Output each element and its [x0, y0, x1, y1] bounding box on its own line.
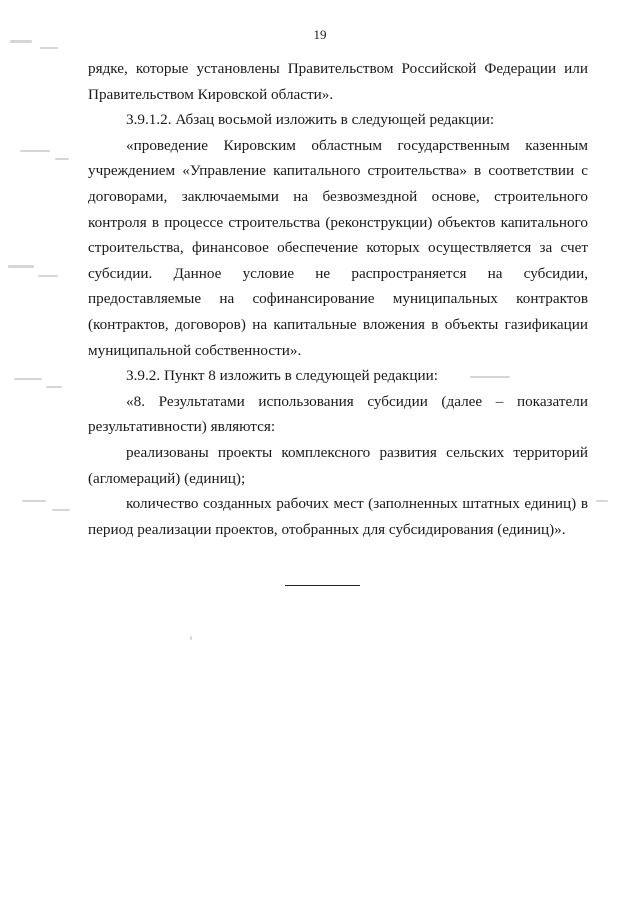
page-number: 19	[313, 27, 327, 42]
scan-speck	[40, 47, 58, 49]
scan-speck	[52, 509, 70, 511]
end-divider-line	[285, 585, 360, 586]
paragraph-quoted-results: «8. Результатами использования субсидии (далее – показатели результативности) являются:	[88, 392, 588, 436]
scan-speck	[20, 150, 50, 152]
scan-speck	[38, 275, 58, 277]
scan-speck	[470, 376, 510, 378]
scan-speck	[14, 378, 42, 380]
scan-speck	[596, 500, 608, 502]
paragraph-result-jobs: количество созданных рабочих мест (заполненных штатных единиц) в период реализации проектов, отобранных для субсидирования (единиц)».	[88, 495, 588, 538]
paragraph-continuation: рядке, которые установлены Правительством Российской Федерации или Правительством Кировской области».	[88, 60, 588, 103]
scan-speck	[55, 158, 69, 160]
scan-speck	[190, 636, 192, 640]
scan-speck	[10, 40, 32, 43]
paragraph-clause-3-9-2: 3.9.2. Пункт 8 изложить в следующей редакции:	[126, 367, 439, 385]
paragraph-clause-3-9-1-2: 3.9.1.2. Абзац восьмой изложить в следующей редакции:	[126, 111, 495, 129]
document-body	[88, 56, 588, 542]
scan-speck	[8, 265, 34, 268]
scan-speck	[46, 386, 62, 388]
paragraph-result-projects: реализованы проекты комплексного развития сельских территорий (агломераций) (единиц);	[88, 443, 588, 487]
paragraph-quoted-construction-control: «проведение Кировским областным государственным казенным учреждением «Управление капитального строительства» в соответствии с договорами, заключаемыми на безвозмездной основе, строительного контроля в процессе строительства (реконструкции) объектов капитального строительства, финансовое обеспечение которых осуществляется за счет субсидии. Данное условие не распространяется на субсидии, предоставляемые на софинансирование муниципальных контрактов (контрактов, договоров) на капитальные вложения в объекты газификации муниципальной собственности».	[88, 136, 588, 359]
scan-speck	[22, 500, 46, 502]
